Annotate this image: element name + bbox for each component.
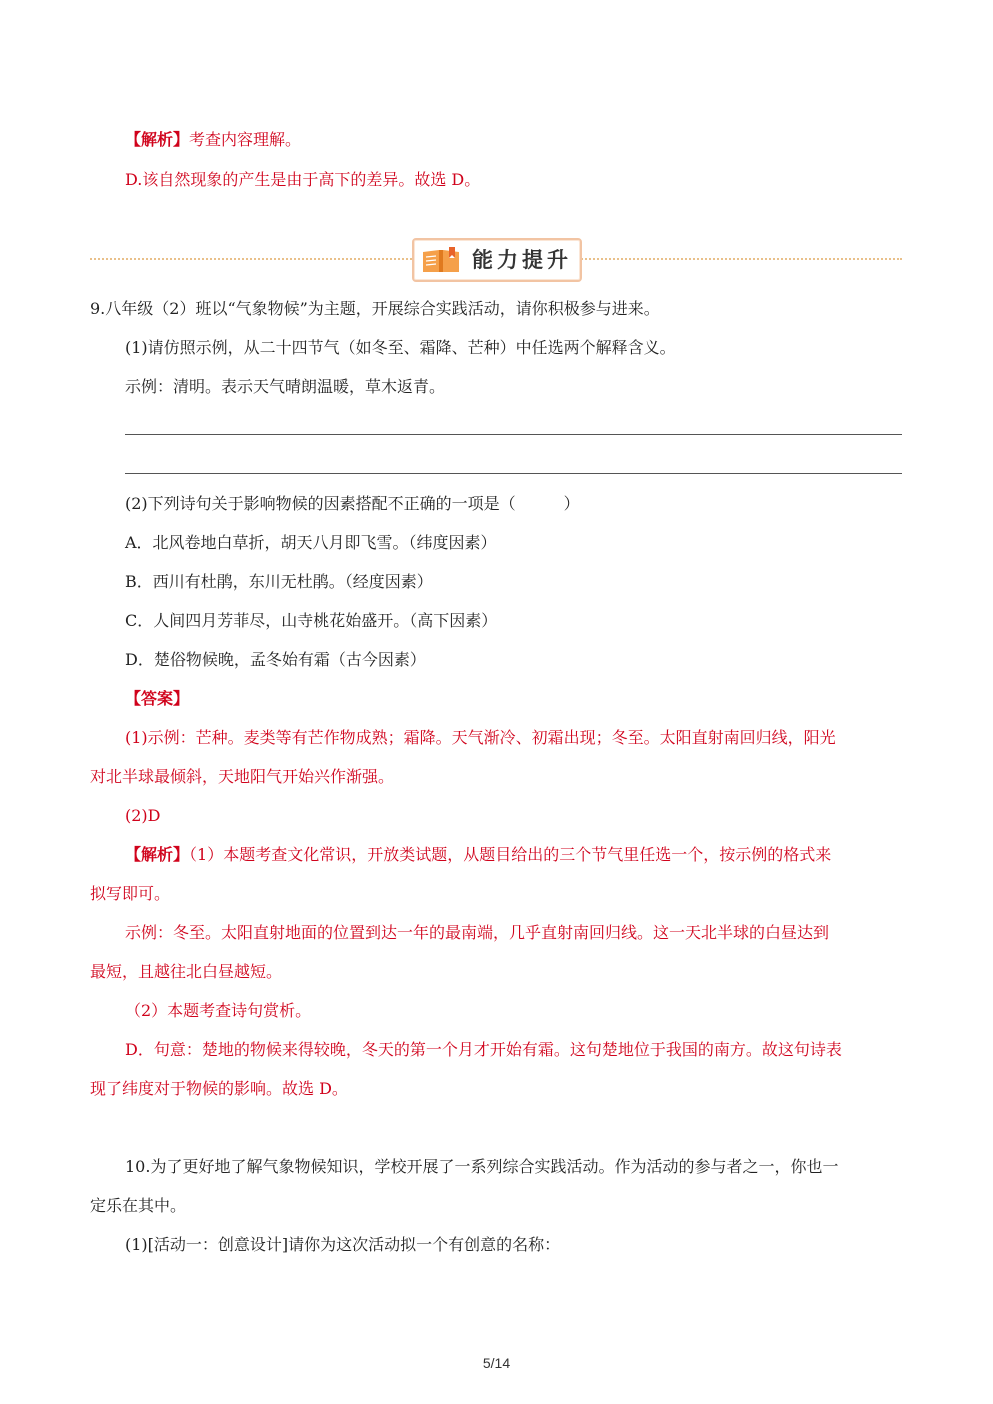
analysis-label: 【解析】 <box>125 130 190 149</box>
q9-option-c: C．人间四月芳菲尽，山寺桃花始盛开。（高下因素） <box>125 611 498 630</box>
analysis-label: 【解析】 <box>125 845 190 864</box>
q9-stem: 9.八年级（2）班以“气象物候”为主题，开展综合实践活动，请你积极参与进来。 <box>90 299 660 318</box>
q9-example: 示例：清明。表示天气晴朗温暖，草木返青。 <box>125 377 446 396</box>
q10-stem-line2: 定乐在其中。 <box>90 1196 187 1215</box>
analysis2: （2）本题考查诗句赏析。 <box>125 1001 312 1020</box>
analysis3-line2: 现了纬度对于物候的影响。故选 D。 <box>90 1079 348 1098</box>
banner-rule-left <box>90 258 412 260</box>
page-number: 5/14 <box>482 1355 511 1371</box>
banner-title: 能力提升 <box>472 248 572 272</box>
analysis1-line1 <box>125 845 902 865</box>
answer-line-1[interactable] <box>125 434 902 435</box>
q9-option-d: D．楚俗物候晚，孟冬始有霜（古今因素） <box>125 650 426 669</box>
q9-option-b: B．西川有杜鹃，东川无杜鹃。（经度因素） <box>125 572 433 591</box>
example2-line1: 示例：冬至。太阳直射地面的位置到达一年的最南端，几乎直射南回归线。这一天北半球的白昼达到 <box>125 923 830 942</box>
banner-rule-right <box>578 258 902 260</box>
q9-sub2: (2)下列诗句关于影响物候的因素搭配不正确的一项是（ ） <box>125 494 580 513</box>
prev-analysis <box>125 130 902 150</box>
example2-line2: 最短，且越往北白昼越短。 <box>90 962 283 981</box>
answer1-line2: 对北半球最倾斜，天地阳气开始兴作渐强。 <box>90 767 395 786</box>
open-book-icon <box>420 245 462 275</box>
answer-line-2[interactable] <box>125 473 902 474</box>
analysis1-text: （1）本题考查文化常识，开放类试题，从题目给出的三个节气里任选一个，按示例的格式来 <box>189 845 832 864</box>
answer-label: 【答案】 <box>125 689 190 708</box>
analysis1-line2: 拟写即可。 <box>90 884 171 903</box>
answer2: (2)D <box>125 806 161 825</box>
q9-sub1: (1)请仿照示例，从二十四节气（如冬至、霜降、芒种）中任选两个解释含义。 <box>125 338 676 357</box>
analysis-text: 考查内容理解。 <box>189 130 302 149</box>
q10-sub1: (1)[活动一：创意设计]请你为这次活动拟一个有创意的名称： <box>125 1235 561 1254</box>
analysis3-line1: D．句意：楚地的物候来得较晚，冬天的第一个月才开始有霜。这句楚地位于我国的南方。故这句诗表 <box>125 1040 842 1059</box>
q9-option-a: A．北风卷地白草折，胡天八月即飞雪。（纬度因素） <box>125 533 497 552</box>
section-banner <box>412 238 582 282</box>
q10-stem-line1: 10.为了更好地了解气象物候知识，学校开展了一系列综合实践活动。作为活动的参与者之一，你也一 <box>125 1157 839 1176</box>
prev-answer: D.该自然现象的产生是由于高下的差异。故选 D。 <box>125 170 481 189</box>
answer1-line1: (1)示例：芒种。麦类等有芒作物成熟；霜降。天气渐冷、初霜出现；冬至。太阳直射南回归线，阳光 <box>125 728 836 747</box>
